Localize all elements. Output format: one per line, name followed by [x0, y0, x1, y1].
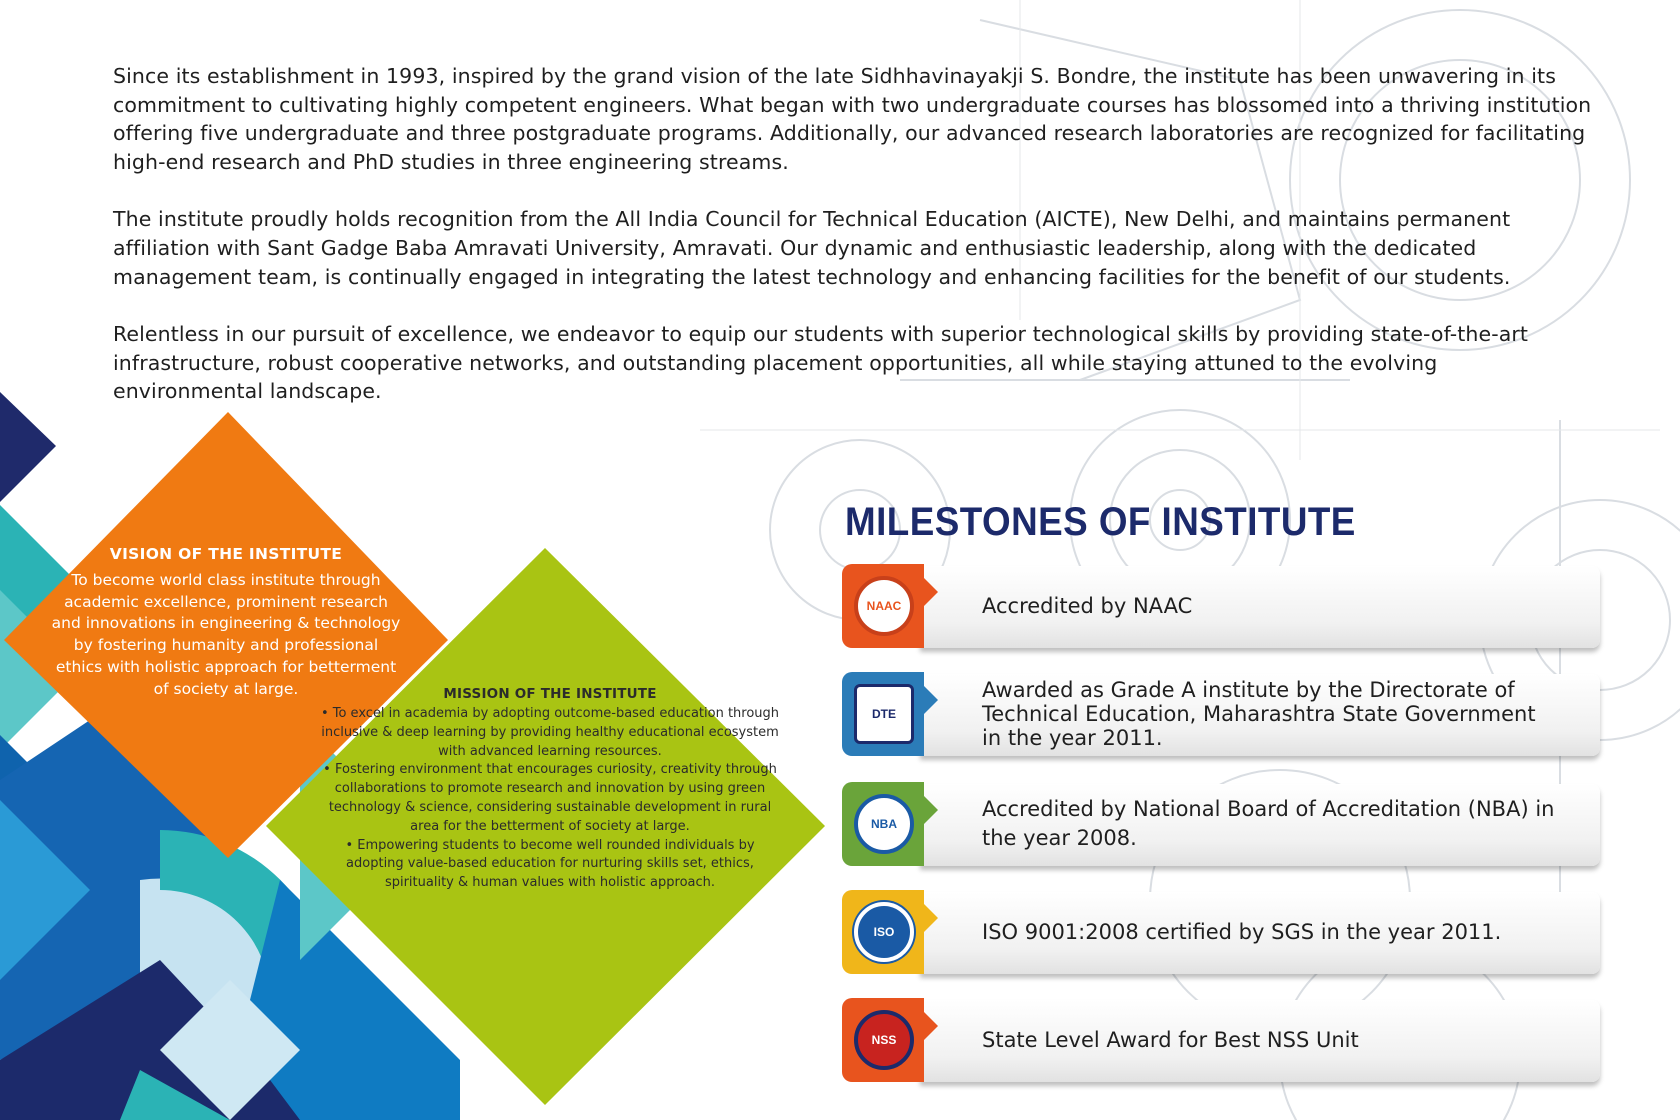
seal-label: NSS [871, 1033, 897, 1047]
milestone-badge [842, 998, 924, 1082]
milestone-badge [842, 672, 924, 756]
seal-label: NAAC [866, 599, 902, 613]
milestone-text: State Level Award for Best NSS Unit [982, 1027, 1359, 1052]
nss-logo-icon [854, 1010, 914, 1070]
mission-panel [320, 686, 780, 893]
milestone-badge [842, 782, 924, 866]
milestone-text: ISO 9001:2008 certified by SGS in the year 2011. [982, 919, 1502, 944]
seal-label: ISO [873, 925, 895, 939]
badge-arrow [924, 796, 938, 824]
dte-logo-icon [854, 684, 914, 744]
mission-item: • Fostering environment that encourages curiosity, creativity through collaborations to promote research and innovation by using green technology & science, considering sustainable development in rural area for the betterment of society at large. [323, 762, 777, 834]
vision-text: To become world class institute through academic excellence, prominent research and innovations in engineering & technology by fostering humanity and professional ethics with holistic approach for betterment of society at large. [51, 571, 401, 698]
badge-arrow [924, 1012, 938, 1040]
mission-item: • To excel in academia by adopting outcome-based education through inclusive & deep learning by providing healthy educational ecosystem with advanced learning resources. [320, 706, 780, 759]
milestone-badge [842, 564, 924, 648]
intro-paragraph: The institute proudly holds recognition from the All India Council for Technical Education (AICTE), New Delhi, and maintains permanent affiliation with Sant Gadge Baba Amravati University, Amravati. Our dynamic and enthusiastic leadership, along with the dedicated management team, is continually engaged in integrating the latest technology and enhancing facilities for the benefit of our students. [113, 207, 1511, 289]
mission-item: • Empowering students to become well rounded individuals by adopting value-based education for nurturing skills set, ethics, spirituality & human values with holistic approach. [345, 837, 755, 891]
vision-panel [50, 545, 402, 700]
milestone-item-iso [842, 890, 1600, 974]
milestone-item-naac [842, 564, 1600, 648]
mission-title: MISSION OF THE INSTITUTE [443, 686, 657, 702]
badge-arrow [924, 686, 938, 714]
milestone-badge [842, 890, 924, 974]
milestone-text: Accredited by National Board of Accreditation (NBA) in the year 2008. [982, 797, 1555, 850]
milestones-title: MILESTONES OF INSTITUTE [845, 500, 1356, 544]
seal-label: NBA [871, 817, 897, 831]
milestone-item-nss [842, 998, 1600, 1082]
iso-logo-icon [854, 902, 914, 962]
milestone-text: Awarded as Grade A institute by the Directorate of Technical Education, Maharashtra State Government in the year 2011. [982, 678, 1536, 750]
badge-arrow [924, 904, 938, 932]
intro-paragraph: Since its establishment in 1993, inspired by the grand vision of the late Sidhhavinayakji S. Bondre, the institute has been unwavering in its commitment to cultivating highly competent engineers. What began with two undergraduate courses has blossomed into a thriving institution offering five undergraduate and three postgraduate programs. Additionally, our advanced research laboratories are recognized for facilitating high-end research and PhD studies in three engineering streams. [113, 64, 1592, 175]
milestone-item-dte [842, 672, 1600, 756]
seal-label: DTE [872, 707, 896, 721]
badge-arrow [924, 578, 938, 606]
naac-logo-icon [854, 576, 914, 636]
nba-logo-icon [854, 794, 914, 854]
milestone-item-nba [842, 782, 1600, 866]
intro-paragraph: Relentless in our pursuit of excellence, we endeavor to equip our students with superior technological skills by providing state-of-the-art infrastructure, robust cooperative networks, and outstanding placement opportunities, all while staying attuned to the evolving environmental landscape. [113, 321, 1529, 404]
milestone-text: Accredited by NAAC [982, 593, 1193, 618]
vision-title: VISION OF THE INSTITUTE [109, 545, 343, 563]
